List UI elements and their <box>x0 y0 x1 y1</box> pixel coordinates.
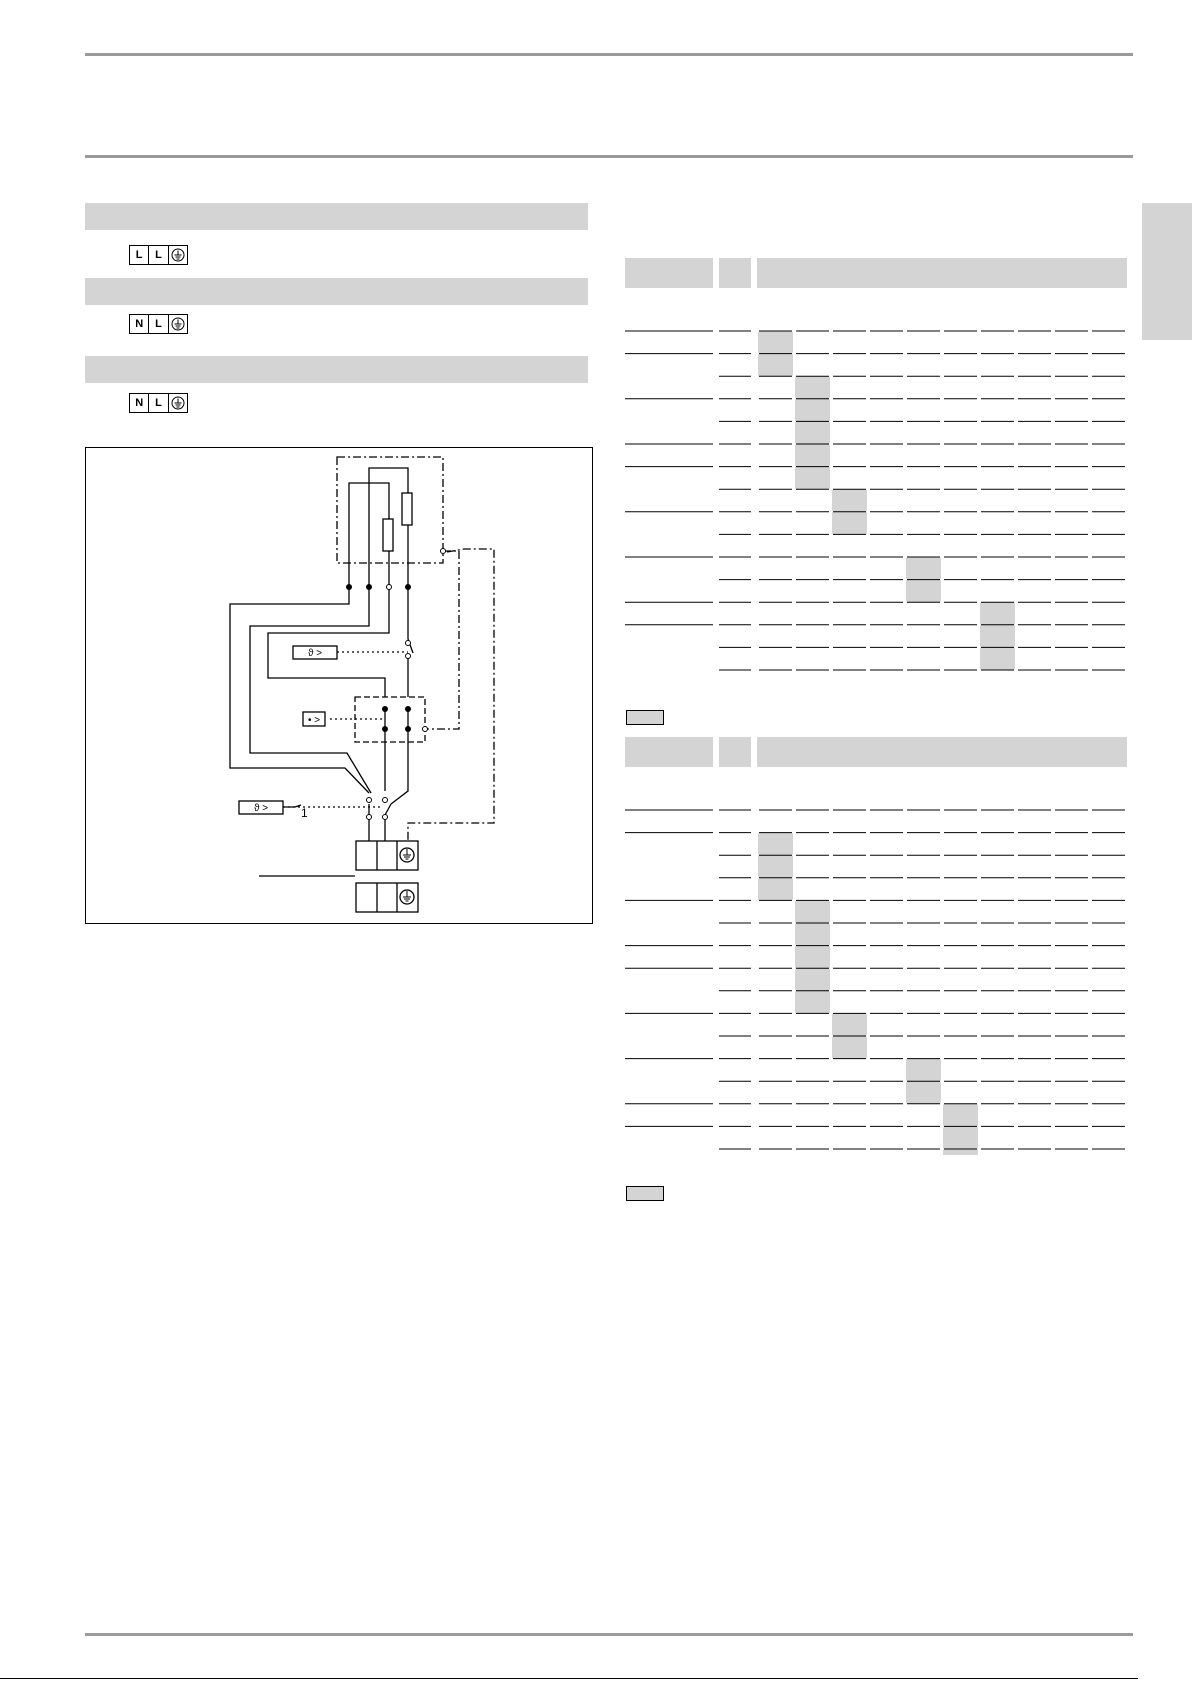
section-band-2 <box>85 278 588 305</box>
highlighted-cell <box>758 354 793 377</box>
highlighted-cell <box>943 1104 978 1127</box>
highlighted-cell <box>758 331 793 354</box>
footer-rule-black <box>0 1678 1138 1679</box>
thermostat-symbol: ϑ > <box>307 648 323 659</box>
highlighted-cell <box>980 625 1015 648</box>
table-header-cell <box>625 737 713 767</box>
highlighted-cell <box>758 833 793 856</box>
highlighted-cell <box>795 900 830 923</box>
highlighted-cell <box>758 878 793 901</box>
earth-icon <box>169 394 187 412</box>
highlighted-cell <box>832 512 867 535</box>
highlighted-cell <box>906 1059 941 1082</box>
highlighted-cell <box>980 647 1015 670</box>
section-band-3 <box>85 356 588 383</box>
terminal-label: L <box>130 246 149 264</box>
highlighted-cell <box>980 602 1015 625</box>
terminal-label: N <box>130 394 149 412</box>
terminal-label: L <box>149 315 168 333</box>
terminal-block-icon <box>129 393 188 413</box>
highlighted-cell <box>795 421 830 444</box>
highlighted-cell <box>832 489 867 512</box>
diagram-label-1: 1 <box>301 806 308 820</box>
header-rule-bottom <box>85 155 1133 158</box>
highlighted-cell <box>795 923 830 946</box>
section-band-1 <box>85 203 588 230</box>
highlighted-cell <box>795 376 830 399</box>
heating-element-2 <box>402 493 412 525</box>
highlighted-cell <box>943 1126 978 1149</box>
terminal-label: L <box>149 394 168 412</box>
highlighted-cell <box>795 991 830 1014</box>
terminal-block-icon <box>129 314 188 334</box>
table-header-cell <box>757 737 1127 767</box>
earth-icon <box>169 315 187 333</box>
chapter-side-tab <box>1142 203 1192 340</box>
heating-element-1 <box>383 519 393 551</box>
highlighted-cell <box>795 968 830 991</box>
terminal-block-icon <box>129 245 188 265</box>
highlighted-cell <box>795 444 830 467</box>
highlighted-cell <box>943 1149 978 1155</box>
table-1 <box>620 256 1132 676</box>
wiring-diagram <box>85 447 593 924</box>
highlighted-cell <box>795 946 830 969</box>
table-header-cell <box>757 258 1127 288</box>
timer-symbol: • > <box>307 715 321 726</box>
table-header-cell <box>625 258 713 288</box>
highlighted-cell <box>795 467 830 490</box>
legend-swatch-1 <box>626 710 664 725</box>
highlighted-cell <box>906 580 941 603</box>
table-2 <box>620 735 1132 1155</box>
highlighted-cell <box>906 557 941 580</box>
table-header-cell <box>719 258 751 288</box>
highlighted-cell <box>795 399 830 422</box>
table-header-cell <box>719 737 751 767</box>
highlighted-cell <box>832 1036 867 1059</box>
terminal-label: L <box>149 246 168 264</box>
header-rule-top <box>85 53 1133 56</box>
legend-swatch-2 <box>626 1186 664 1201</box>
highlighted-cell <box>906 1081 941 1104</box>
terminal-label: N <box>130 315 149 333</box>
wiring-diagram-svg <box>86 448 592 923</box>
thermostat-symbol: ϑ > <box>253 803 269 814</box>
footer-rule-gray <box>85 1633 1133 1636</box>
earth-icon <box>169 246 187 264</box>
highlighted-cell <box>832 1013 867 1036</box>
highlighted-cell <box>758 855 793 878</box>
